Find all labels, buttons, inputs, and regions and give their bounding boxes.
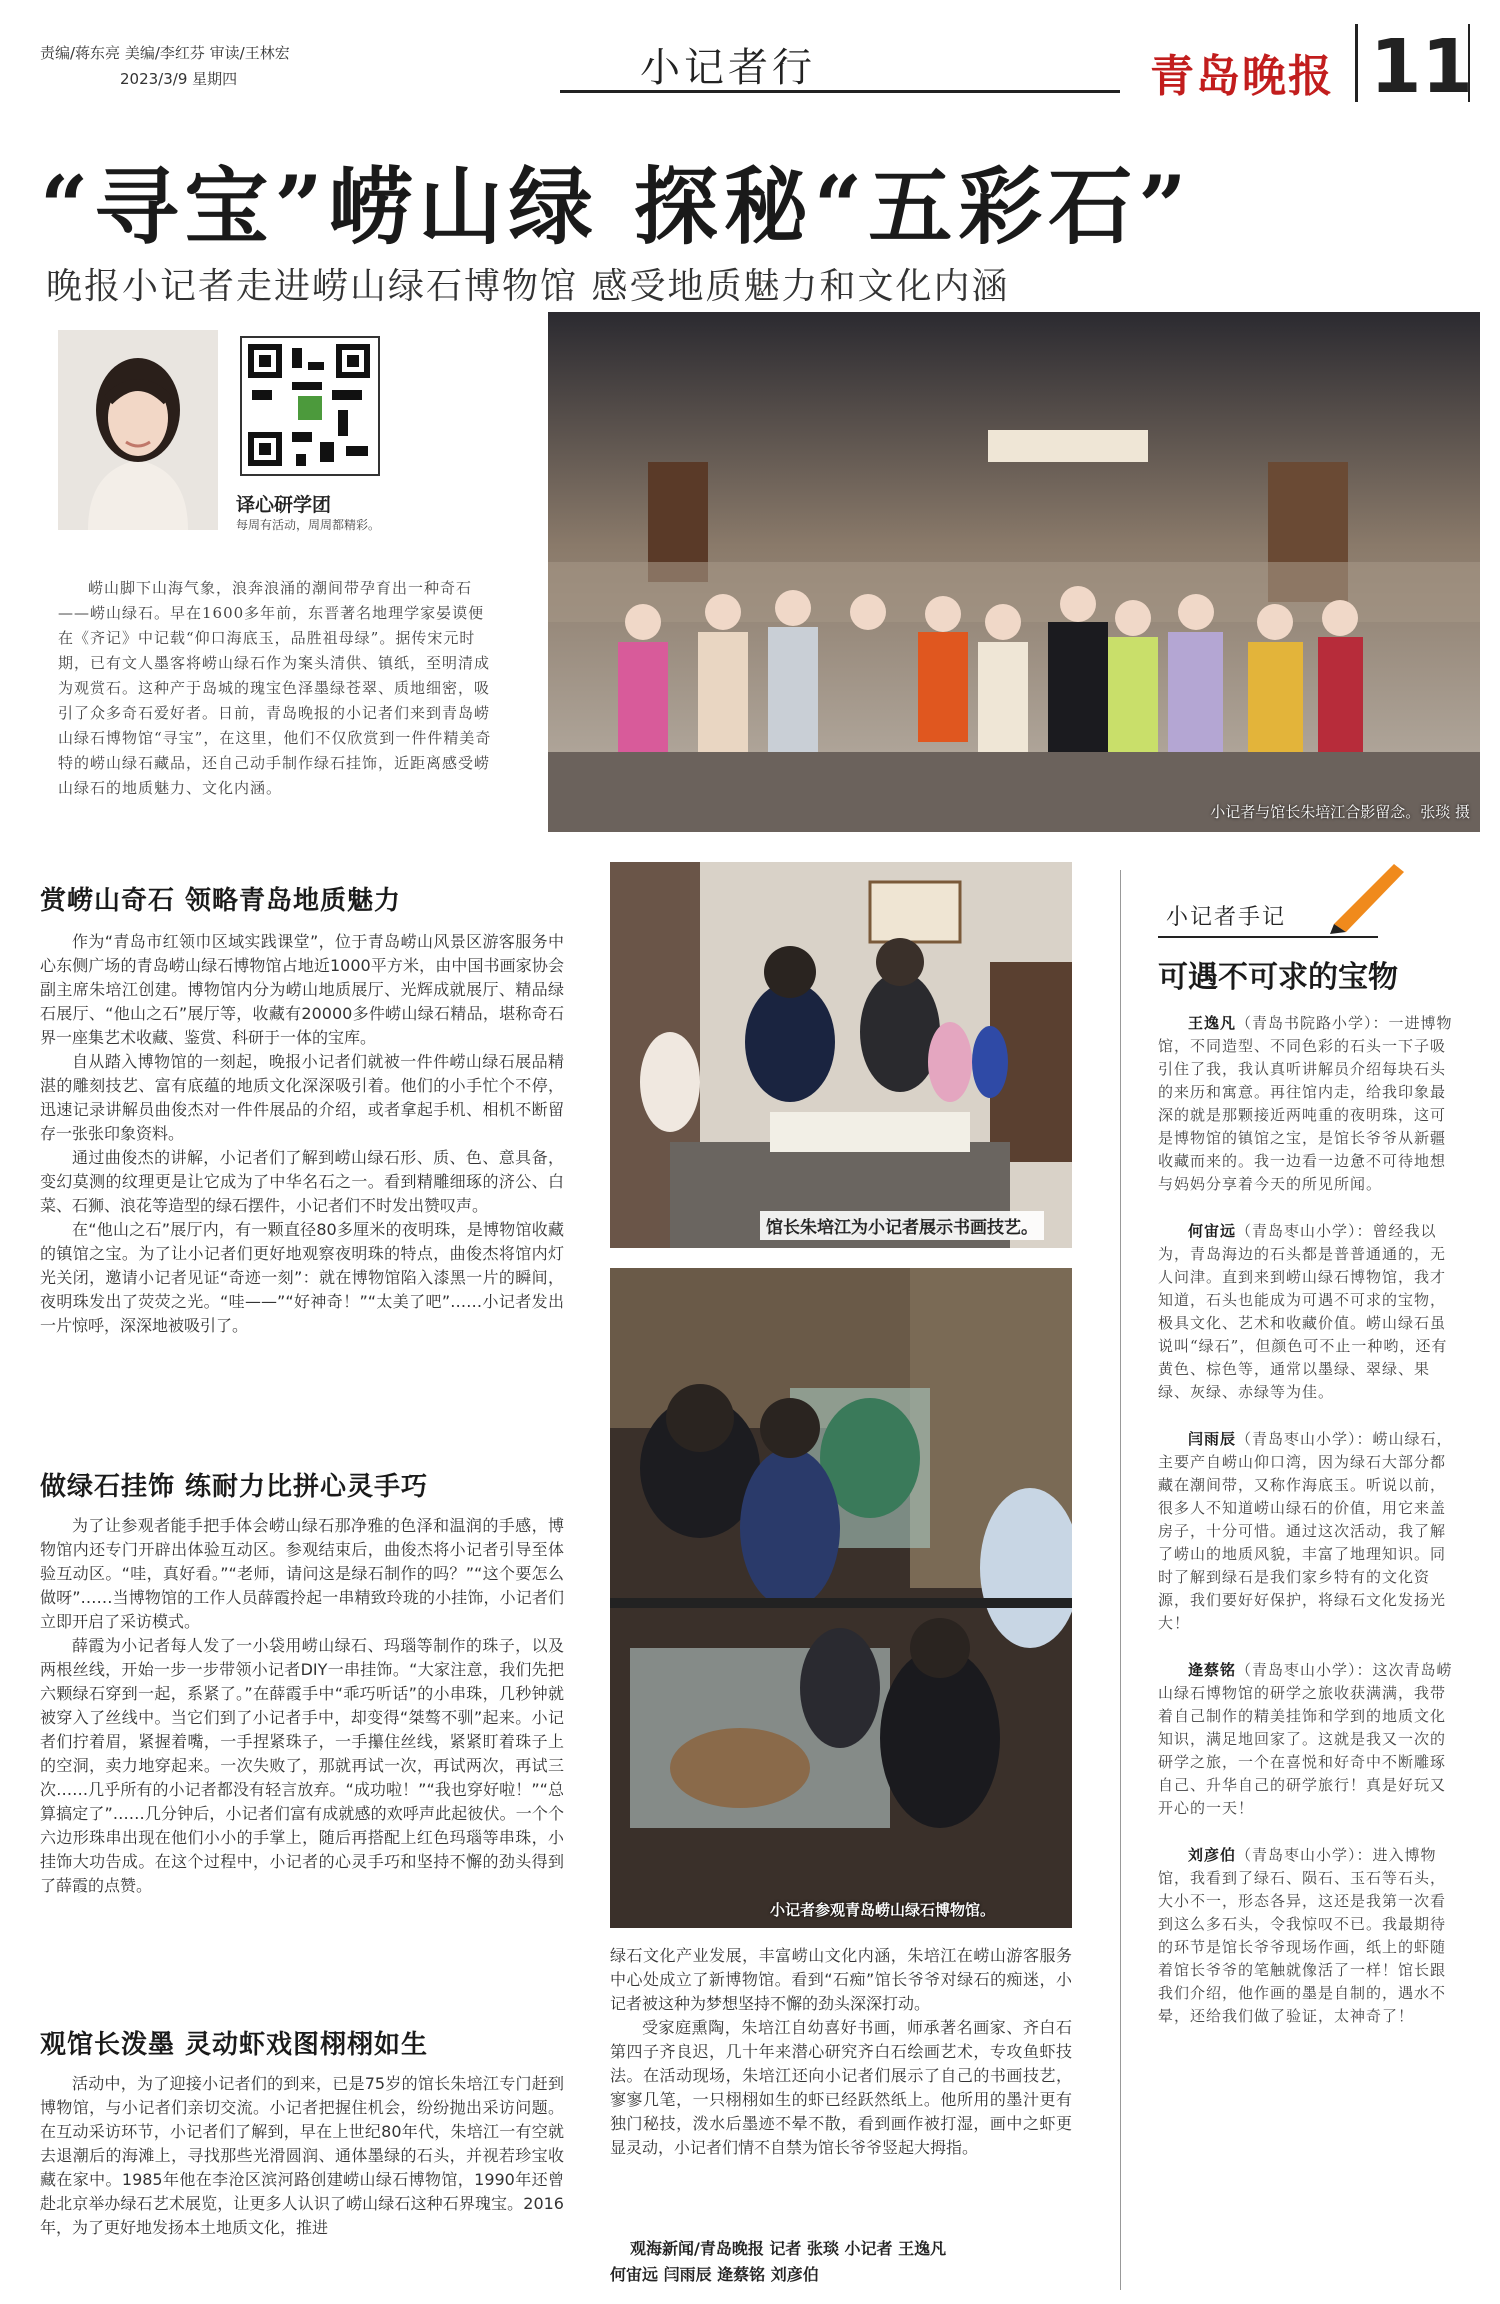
photo-calligraphy-caption: 馆长朱培江为小记者展示书画技艺。 (760, 1211, 1044, 1240)
visit-photo-illustration (610, 1268, 1072, 1928)
section-header (560, 30, 1120, 93)
section2-para: 为了让参观者能手把手体会崂山绿石那净雅的色泽和温润的手感，博物馆内还专门开辟出体验互动区。参观结束后，曲俊杰将小记者引导至体验互动区。“哇，真好看。”“老师，请问这是绿石制作的吗？”“这个要怎么做呀”……当博物馆的工作人员薛霞拎起一串精致玲珑的小挂饰，小记者们立即开启了采访模式。 (40, 1516, 564, 1631)
calligraphy-photo-illustration (610, 862, 1072, 1248)
note-item (1158, 1659, 1458, 1820)
note-text: 这次青岛崂山绿石博物馆的研学之旅收获满满，我带着自己制作的精美挂饰和学到的地质文化知识，满足地回家了。这就是我又一次的研学之旅，一个在喜悦和好奇中不断雕琢自己、升华自己的研学旅行！真是好玩又开心的一天！ (1158, 1661, 1453, 1817)
subheadline: 晚报小记者走进崂山绿石博物馆 感受地质魅力和文化内涵 (46, 266, 1010, 307)
note-school: （青岛书院路小学）： (1236, 1014, 1389, 1032)
sidebar-column-header (1158, 898, 1378, 938)
lead-paragraph: 崂山脚下山海气象，浪奔浪涌的潮间带孕育出一种奇石——崂山绿石。早在1600多年前，东晋著名地理学家晏谟便在《齐记》中记载“仰口海底玉，品胜祖母绿”。据传宋元时期，已有文人墨客将崂山绿石作为案头清供、镇纸，至明清成为观赏石。这种产于岛城的瑰宝色泽墨绿苍翠、质地细密，吸引了众多奇石爱好者。日前，青岛晚报的小记者们来到青岛崂山绿石博物馆“寻宝”，在这里，他们不仅欣赏到一件件精美奇特的崂山绿石藏品，还自己动手制作绿石挂饰，近距离感受崂山绿石的地质魅力、文化内涵。 (58, 579, 492, 797)
credits (40, 40, 290, 92)
page-number: 11 (1370, 24, 1473, 110)
section2-para: 薛霞为小记者每人发了一小袋用崂山绿石、玛瑙等制作的珠子，以及两根丝线，开始一步一步带领小记者DIY一串挂饰。“大家注意，我们先把六颗绿石穿到一起，系紧了。”在薛霞手中“乖巧听话”的小串珠，几秒钟就被穿入了丝线中。当它们到了小记者手中，却变得“桀骜不驯”起来。小记者们拧着眉，紧握着嘴，一手捏紧珠子，一手攥住丝线，紧紧盯着珠子上的空洞，卖力地穿起来。一次失败了，那就再试一次，再试两次，再试三次……几乎所有的小记者都没有轻言放弃。“成功啦！”“我也穿好啦！”“总算搞定了”……几分钟后，小记者们富有成就感的欢呼声此起彼伏。一个个六边形珠串出现在他们小小的手掌上，随后再搭配上红色玛瑙等串珠，小挂饰大功告成。在这个过程中，小记者的心灵手巧和坚持不懈的劲头得到了薛霞的点赞。 (40, 1636, 564, 1895)
section3-body (40, 2072, 564, 2294)
page-number-box (1355, 24, 1473, 110)
author-slogan: 每周有活动，周周都精彩。 (236, 518, 381, 532)
photo-calligraphy (610, 862, 1072, 1248)
column-divider (1120, 870, 1121, 2290)
note-item (1158, 1844, 1458, 2028)
note-school: （青岛枣山小学）： (1236, 1661, 1373, 1679)
group-photo-illustration (548, 312, 1480, 832)
byline-line2: 何宙远 闫雨辰 逄蔡铭 刘彦伯 (610, 2265, 819, 2284)
photo-visit-caption: 小记者参观青岛崂山绿石博物馆。 (770, 1901, 996, 1919)
note-item (1158, 1220, 1458, 1404)
section1-title: 赏崂山奇石 领略青岛地质魅力 (40, 886, 402, 916)
section2-body (40, 1514, 564, 1898)
section1-para: 通过曲俊杰的讲解，小记者们了解到崂山绿石形、质、色、意具备，变幻莫测的纹理更是让它成为了中华名石之一。看到精雕细琢的济公、白菜、石狮、浪花等造型的绿石摆件，小记者们不时发出赞叹声。 (40, 1148, 564, 1215)
section1-para: 作为“青岛市红领巾区域实践课堂”，位于青岛崂山风景区游客服务中心东侧广场的青岛崂山绿石博物馆占地近1000平方米，由中国书画家协会副主席朱培江创建。博物馆内分为崂山地质展厅、光辉成就展厅、精品绿石展厅、“他山之石”展厅等，收藏有20000多件崂山绿石精品，堪称奇石界一座集艺术收藏、鉴赏、科研于一体的宝库。 (40, 932, 564, 1047)
section-name: 小记者行 (640, 45, 816, 91)
section3-para: 活动中，为了迎接小记者们的到来，已是75岁的馆长朱培江专门赶到博物馆，与小记者们亲切交流。小记者把握住机会，纷纷抛出采访问题。在互动采访环节，小记者们了解到，早在上世纪80年代，朱培江一有空就去退潮后的海滩上，寻找那些光滑圆润、通体墨绿的石头，并视若珍宝收藏在家中。1985年他在李沧区滨河路创建崂山绿石博物馆，1990年还曾赴北京举办绿石艺术展览，让更多人认识了崂山绿石这种石界瑰宝。2016年，为了更好地发扬本土地质文化，推进 (40, 2074, 564, 2237)
section3-para: 受家庭熏陶，朱培江自幼喜好书画，师承著名画家、齐白石第四子齐良迟，几十年来潜心研究齐白石绘画艺术，专攻鱼虾技法。在活动现场，朱培江还向小记者们展示了自己的书画技艺，寥寥几笔，一只栩栩如生的虾已经跃然纸上。他所用的墨汁更有独门秘技，泼水后墨迹不晕不散，看到画作被打湿，画中之虾更显灵动，小记者们情不自禁为馆长爷爷竖起大拇指。 (610, 2018, 1072, 2157)
section1-para: 自从踏入博物馆的一刻起，晚报小记者们就被一件件崂山绿石展品精湛的雕刻技艺、富有底蕴的地质文化深深吸引着。他们的小手忙个不停，迅速记录讲解员曲俊杰对一件件展品的介绍，或者拿起手机、相机不断留存一张张印象资料。 (40, 1052, 564, 1143)
credits-editors: 责编/蒋东亮 美编/李红芬 审读/王林宏 (40, 44, 290, 62)
note-text: 崂山绿石，主要产自崂山仰口湾，因为绿石大部分都藏在潮间带，又称作海底玉。听说以前，很多人不知道崂山绿石的价值，用它来盖房子，十分可惜。通过这次活动，我了解了崂山的地质风貌，丰富了地理知识。同时了解到绿石是我们家乡特有的文化资源，我们要好好保护，将绿石文化发扬光大！ (1158, 1430, 1453, 1632)
section1-para: 在“他山之石”展厅内，有一颗直径80多厘米的夜明珠，是博物馆收藏的镇馆之宝。为了让小记者们更好地观察夜明珠的特点，曲俊杰将馆内灯光关闭，邀请小记者见证“奇迹一刻”：就在博物馆陷入漆黑一片的瞬间，夜明珠发出了荧荧之光。“哇——”“好神奇！”“太美了吧”……小记者发出一片惊呼，深深地被吸引了。 (40, 1220, 564, 1335)
byline (610, 2236, 1080, 2288)
issue-date: 2023/3/9 星期四 (120, 70, 238, 88)
author-brand-name: 译心研学团 (236, 494, 332, 516)
note-text: 一进博物馆，不同造型、不同色彩的石头一下子吸引住了我，我认真听讲解员介绍每块石头的来历和寓意。再往馆内走，给我印象最深的就是那颗接近两吨重的夜明珠，这可是博物馆的镇馆之宝，是馆长爷爷从新疆收藏而来的。我一边看一边惫不可待地想与妈妈分享着今天的所见所闻。 (1158, 1014, 1453, 1193)
note-author: 逄蔡铭 (1188, 1661, 1237, 1679)
photo-visit (610, 1268, 1072, 1928)
note-author: 闫雨辰 (1188, 1430, 1237, 1448)
sidebar-notes (1158, 1012, 1458, 2028)
section1-body (40, 930, 564, 1338)
note-school: （青岛枣山小学）： (1236, 1846, 1373, 1864)
section3-continued (610, 1944, 1072, 2160)
section3-para: 绿石文化产业发展，丰富崂山文化内涵，朱培江在崂山游客服务中心处成立了新博物馆。看到“石痴”馆长爷爷对绿石的痴迷，小记者被这种为梦想坚持不懈的劲头深深打动。 (610, 1946, 1072, 2013)
headline: “寻宝”崂山绿 探秘“五彩石” (40, 157, 1193, 256)
note-author: 刘彦伯 (1188, 1846, 1237, 1864)
note-item (1158, 1428, 1458, 1635)
note-text: 曾经我以为，青岛海边的石头都是普普通通的，无人问津。直到来到崂山绿石博物馆，我才知道，石头也能成为可遇不可求的宝物，极具文化、艺术和收藏价值。崂山绿石虽说叫“绿石”，但颜色可不止一种哟，还有黄色、棕色等，通常以墨绿、翠绿、果绿、灰绿、赤绿等为佳。 (1158, 1222, 1448, 1401)
main-photo-caption: 小记者与馆长朱培江合影留念。张琰 摄 (1210, 803, 1470, 821)
author-photo (58, 330, 218, 530)
sidebar-title: 可遇不可求的宝物 (1158, 960, 1398, 995)
note-text: 进入博物馆，我看到了绿石、陨石、玉石等石头，大小不一，形态各异，这还是我第一次看到这么多石头，令我惊叹不已。我最期待的环节是馆长爷爷现场作画，纸上的虾随着馆长爷爷的笔触就像活了一样！馆长跟我们介绍，他作画的墨是自制的，遇水不晕，还给我们做了验证，太神奇了！ (1158, 1846, 1447, 2025)
sidebar-column-name: 小记者手记 (1166, 905, 1287, 930)
note-school: （青岛枣山小学）： (1236, 1430, 1373, 1448)
note-author: 何宙远 (1188, 1222, 1237, 1240)
pen-icon (1324, 854, 1414, 934)
main-photo (548, 312, 1480, 832)
note-author: 王逸凡 (1188, 1014, 1237, 1032)
byline-line1: 观海新闻/青岛晚报 记者 张琰 小记者 王逸凡 (630, 2239, 947, 2258)
note-school: （青岛枣山小学）： (1236, 1222, 1373, 1240)
portrait-illustration (58, 330, 218, 530)
qr-code[interactable] (240, 336, 380, 476)
section2-title: 做绿石挂饰 练耐力比拼心灵手巧 (40, 1472, 429, 1502)
newspaper-logo: 青岛晚报 (1150, 51, 1334, 102)
note-item (1158, 1012, 1458, 1196)
section3-title: 观馆长泼墨 灵动虾戏图栩栩如生 (40, 2030, 429, 2060)
